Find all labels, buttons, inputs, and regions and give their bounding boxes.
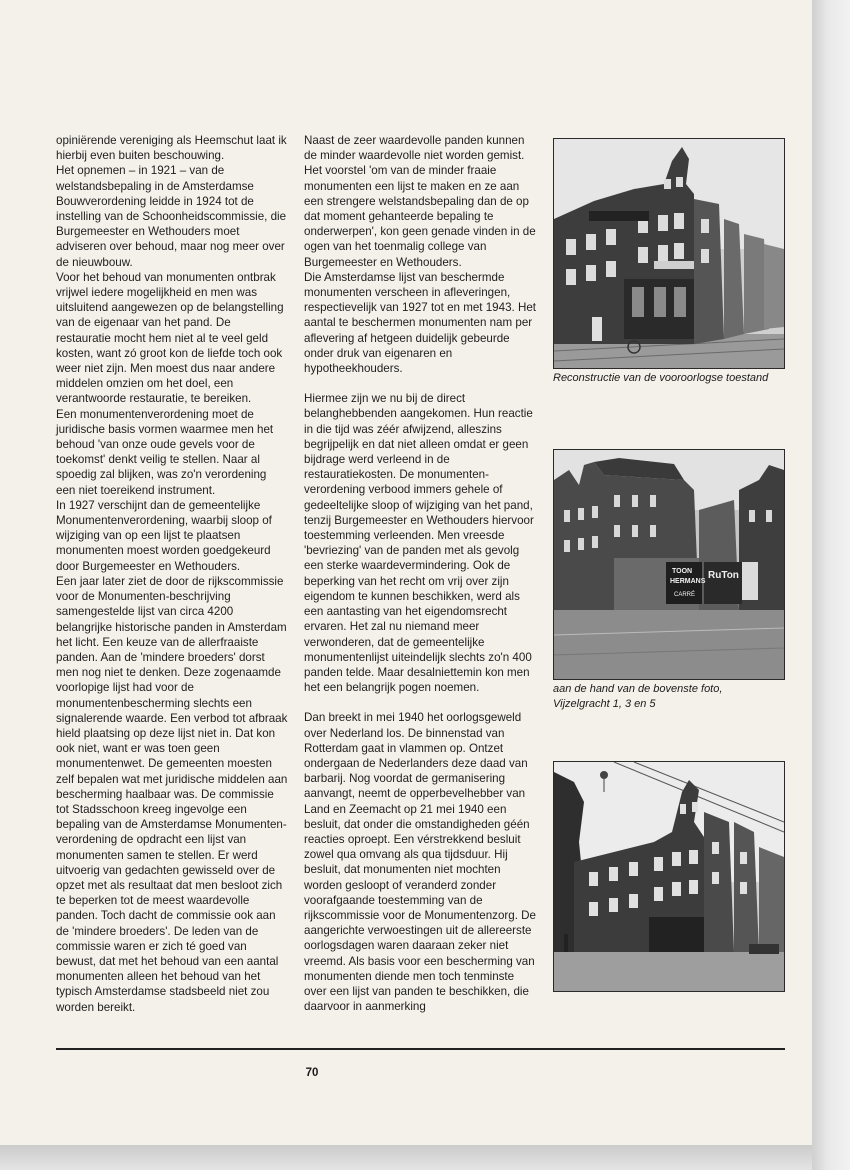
page-edge-shadow (812, 0, 850, 1170)
text-column-left (56, 133, 288, 1015)
sign-text: HERMANS (670, 578, 706, 585)
paragraph: Hiermee zijn we nu bij de direct belanghebbenden aangekomen. Hun reactie in die tijd was zéér afwijzend, alleszins begrijpelijk en dat niet alleen omdat er geen bijdrage werd verleend in de restauratiekosten. De monumenten-verordening verbood immers gehele of gedeeltelijke sloop of wijziging van het pand, tenzij Burgemeester en Wethouders hiervoor toestemming verleenden. Men vreesde 'bevriezing' van de panden met als gevolg een sterke waardevermindering. Ook de beperking van het recht om vrij over zijn eigendom te kunnen beschikken, werd als een aantasting van het eigendomsrecht ervaren. Het zal nu niemand meer verwonderen, dat de gemeentelijke monumentenlijst uiteindelijk slechts zo'n 400 panden telde. Maar desalniettemin kon men het een belangrijk pogen noemen. (304, 392, 534, 695)
sign-text: RuTon (708, 570, 739, 581)
paragraph: Dan breekt in mei 1940 het oorlogsgeweld over Nederland los. De binnenstad van Rotterdam gaat in vlammen op. Ontzet ondergaan de Nederlanders deze daad van barbarij. Nog voordat de germanisering aanvangt, neemt de opperbevelhebber van Land en Zeemacht op 21 mei 1940 een besluit, dat onder die omstandigheden géén reacties oproept. Een vérstrekkend besluit zowel qua omvang als qua tijdsduur. Hij besluit, dat monumenten niet mochten worden gesloopt of veranderd zonder voorafgaande toestemming van de rijkscommissie voor de Monumentenzorg. De aangerichte verwoestingen uit de allereerste oorlogsdagen waren daaraan zeker niet vreemd. Als basis voor een bescherming van monumenten diende men toch tenminste over een lijst van panden te beschikken, die daarvoor in aanmerking (304, 711, 536, 1014)
photo-caption-top: Reconstructie van de vooroorlogse toestand (553, 372, 769, 384)
paragraph: Een jaar later ziet de door de rijkscommissie voor de Monumenten-beschrijving samengestelde lijst van circa 4200 belangrijke historische panden in Amsterdam het licht. Een keuze van de allerfraaiste panden. Aan de 'mindere broeders' dorst men nog niet te denken. Deze zogenaamde voorlopige lijst had voor de monumentenbescherming slechts een signalerende waarde. Een verbod tot afbraak hield plaatsing op deze lijst niet in. Dat kon ook niet, want er was toen geen monumentenwet. De gemeenten moesten zelf bepalen wat met juridische middelen aan bescherming haalbaar was. De commissie tot Stadsschoon kreeg ingevolge een bepaling van de Amsterdamse Monumenten-verordening de opdracht een lijst van monumenten samen te stellen. Er werd uitvoerig van gedachten gewisseld over de opzet met als resultaat dat men besloot zich te beperken tot de meest waardevolle panden. Toch dacht de commissie ook aan de 'mindere broeders'. De leden van de commissie waren er zich té goed van bewust, dat met het behoud van een aantal monumenten alleen het behoud van het typisch Amsterdamse stadsbeeld niet zou worden bereikt. (56, 574, 288, 1014)
paragraph: Het opnemen – in 1921 – van de welstandsbepaling in de Amsterdamse Bouwverordening leidde in 1924 tot de instelling van de Schoonheidscommissie, die Burgemeester en Wethouders moet adviseren over behoud, maar nog meer over de nieuwbouw. (56, 164, 287, 269)
paragraph: opiniërende vereniging als Heemschut laat ik hierbij even buiten beschouwing. (56, 134, 287, 163)
paragraph: In 1927 verschijnt dan de gemeentelijke Monumentenverordening, waarbij sloop of wijziging van op een lijst te plaatsen monumenten moest worden goedgekeurd door Burgemeester en Wethouders. (56, 498, 272, 573)
photo-historic-corner-building (553, 138, 785, 369)
text-column-middle (304, 133, 536, 1014)
paragraph: Een monumentenverordening moet de juridische basis vormen waarmee men het behoud 'van onze oude gevels voor de toekomst' denkt veilig te stellen. Naar al spoedig zal blijken, was zo'n verordening een niet toereikend instrument. (56, 407, 274, 497)
caption-line: Vijzelgracht 1, 3 en 5 (553, 698, 656, 710)
caption-line: aan de hand van de bovenste foto, (553, 683, 723, 695)
footer-rule (56, 1048, 785, 1050)
show-through-header (765, 12, 772, 70)
sign-text: CARRÉ (674, 592, 696, 598)
photo-vijzelgracht-present (553, 761, 785, 992)
page-number: 70 (305, 1067, 319, 1079)
paragraph: Voor het behoud van monumenten ontbrak vrijwel iedere mogelijkheid en men was uitsluitend aangewezen op de belangstelling van de eigenaar van het pand. De restauratie mocht hem niet al te veel geld kosten, want zó groot kon de liefde toch ook weer niet zijn. Men moest dus naar andere middelen omzien om het doel, een verantwoorde restauratie, te bereiken. (56, 270, 284, 406)
paragraph: Die Amsterdamse lijst van beschermde monumenten verscheen in afleveringen, respectievelijk van 1927 tot en met 1943. Het aantal te beschermen monumenten nam per aflevering af hetgeen duidelijk gebeurde onder druk van eigenaren en hypotheekhouders. (304, 270, 537, 376)
photo-vijzelgracht-street (553, 449, 785, 680)
paragraph: Naast de zeer waardevolle panden kunnen de minder waardevolle niet worden gemist. Het voorstel 'om van de minder fraaie monumenten een lijst te maken en ze aan een strengere welstandsbepaling dan de op dat moment gehanteerde bepaling te onderwerpen', kon geen genade vinden in de ogen van het toenmalig college van Burgemeester en Wethouders. (304, 134, 536, 269)
sign-text: TOON (672, 568, 693, 575)
page-bottom-edge (0, 1145, 812, 1170)
photo-caption-middle (553, 682, 788, 712)
